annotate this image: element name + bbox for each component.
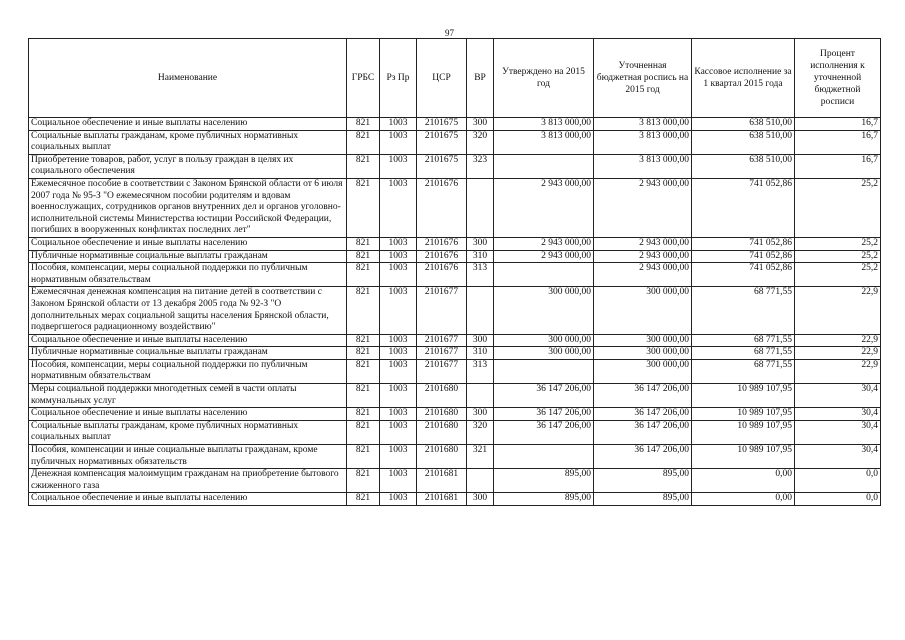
cell-refined: 2 943 000,00 xyxy=(594,263,692,287)
cell-refined: 3 813 000,00 xyxy=(594,130,692,154)
col-header-cash: Кассовое исполнение за 1 квартал 2015 года xyxy=(692,39,795,118)
cell-cash: 638 510,00 xyxy=(692,154,795,178)
table-row xyxy=(29,334,881,347)
cell-rzpr: 1003 xyxy=(380,420,417,444)
cell-csr: 2101677 xyxy=(417,334,467,347)
cell-percent: 25,2 xyxy=(795,237,881,250)
cell-cash: 10 989 107,95 xyxy=(692,408,795,421)
cell-csr: 2101676 xyxy=(417,250,467,263)
cell-cash: 10 989 107,95 xyxy=(692,384,795,408)
cell-name: Денежная компенсация малоимущим гражданам на приобретение бытового сжиженного газа xyxy=(29,469,347,493)
cell-name: Публичные нормативные социальные выплаты гражданам xyxy=(29,347,347,360)
col-header-csr: ЦСР xyxy=(417,39,467,118)
cell-rzpr: 1003 xyxy=(380,154,417,178)
cell-refined: 36 147 206,00 xyxy=(594,384,692,408)
cell-percent: 30,4 xyxy=(795,420,881,444)
cell-name: Пособия, компенсации, меры социальной поддержки по публичным нормативным обязательствам xyxy=(29,359,347,383)
cell-name: Пособия, компенсации и иные социальные выплаты гражданам, кроме публичных нормативных обязательств xyxy=(29,445,347,469)
cell-approved xyxy=(494,359,594,383)
cell-vr: 321 xyxy=(467,445,494,469)
cell-csr: 2101681 xyxy=(417,493,467,506)
cell-grbs: 821 xyxy=(347,408,380,421)
cell-refined: 2 943 000,00 xyxy=(594,178,692,237)
table-row xyxy=(29,263,881,287)
table-row xyxy=(29,359,881,383)
cell-refined: 2 943 000,00 xyxy=(594,237,692,250)
cell-refined: 2 943 000,00 xyxy=(594,250,692,263)
cell-cash: 68 771,55 xyxy=(692,347,795,360)
table-row xyxy=(29,408,881,421)
cell-percent: 16,7 xyxy=(795,154,881,178)
cell-approved: 3 813 000,00 xyxy=(494,118,594,131)
cell-refined: 300 000,00 xyxy=(594,359,692,383)
page-number: 97 xyxy=(445,28,454,38)
cell-approved: 300 000,00 xyxy=(494,287,594,334)
cell-refined: 36 147 206,00 xyxy=(594,420,692,444)
cell-name: Социальные выплаты гражданам, кроме публичных нормативных социальных выплат xyxy=(29,130,347,154)
cell-rzpr: 1003 xyxy=(380,493,417,506)
cell-rzpr: 1003 xyxy=(380,250,417,263)
budget-table xyxy=(28,38,881,506)
cell-percent: 30,4 xyxy=(795,384,881,408)
cell-rzpr: 1003 xyxy=(380,384,417,408)
cell-percent: 25,2 xyxy=(795,178,881,237)
cell-approved xyxy=(494,445,594,469)
cell-rzpr: 1003 xyxy=(380,334,417,347)
cell-grbs: 821 xyxy=(347,469,380,493)
cell-percent: 22,9 xyxy=(795,347,881,360)
cell-vr: 300 xyxy=(467,118,494,131)
cell-approved xyxy=(494,263,594,287)
cell-grbs: 821 xyxy=(347,130,380,154)
cell-percent: 30,4 xyxy=(795,408,881,421)
cell-refined: 36 147 206,00 xyxy=(594,445,692,469)
col-header-grbs: ГРБС xyxy=(347,39,380,118)
cell-cash: 0,00 xyxy=(692,493,795,506)
table-row xyxy=(29,420,881,444)
col-header-rzpr: Рз Пр xyxy=(380,39,417,118)
cell-vr xyxy=(467,384,494,408)
table-header-row xyxy=(29,39,881,118)
cell-vr: 300 xyxy=(467,334,494,347)
cell-grbs: 821 xyxy=(347,178,380,237)
cell-cash: 741 052,86 xyxy=(692,237,795,250)
cell-csr: 2101680 xyxy=(417,445,467,469)
cell-grbs: 821 xyxy=(347,250,380,263)
cell-csr: 2101677 xyxy=(417,359,467,383)
cell-cash: 741 052,86 xyxy=(692,178,795,237)
cell-grbs: 821 xyxy=(347,154,380,178)
table-row xyxy=(29,493,881,506)
cell-refined: 895,00 xyxy=(594,469,692,493)
col-header-vr: ВР xyxy=(467,39,494,118)
cell-approved: 3 813 000,00 xyxy=(494,130,594,154)
cell-refined: 36 147 206,00 xyxy=(594,408,692,421)
cell-grbs: 821 xyxy=(347,493,380,506)
cell-rzpr: 1003 xyxy=(380,408,417,421)
cell-csr: 2101681 xyxy=(417,469,467,493)
table-row xyxy=(29,469,881,493)
cell-cash: 10 989 107,95 xyxy=(692,420,795,444)
col-header-refined: Уточненная бюджетная роспись на 2015 год xyxy=(594,39,692,118)
cell-cash: 10 989 107,95 xyxy=(692,445,795,469)
cell-vr: 300 xyxy=(467,237,494,250)
table-row xyxy=(29,250,881,263)
cell-grbs: 821 xyxy=(347,287,380,334)
cell-rzpr: 1003 xyxy=(380,263,417,287)
cell-percent: 25,2 xyxy=(795,250,881,263)
cell-grbs: 821 xyxy=(347,420,380,444)
cell-percent: 22,9 xyxy=(795,359,881,383)
cell-vr xyxy=(467,287,494,334)
cell-approved: 2 943 000,00 xyxy=(494,237,594,250)
cell-vr: 320 xyxy=(467,130,494,154)
cell-percent: 22,9 xyxy=(795,334,881,347)
cell-approved xyxy=(494,154,594,178)
table-row xyxy=(29,384,881,408)
cell-name: Социальное обеспечение и иные выплаты населению xyxy=(29,408,347,421)
cell-percent: 30,4 xyxy=(795,445,881,469)
cell-percent: 16,7 xyxy=(795,118,881,131)
cell-approved: 2 943 000,00 xyxy=(494,178,594,237)
cell-grbs: 821 xyxy=(347,118,380,131)
cell-name: Пособия, компенсации, меры социальной поддержки по публичным нормативным обязательствам xyxy=(29,263,347,287)
cell-name: Социальное обеспечение и иные выплаты населению xyxy=(29,118,347,131)
cell-rzpr: 1003 xyxy=(380,469,417,493)
cell-csr: 2101677 xyxy=(417,287,467,334)
cell-csr: 2101675 xyxy=(417,154,467,178)
cell-grbs: 821 xyxy=(347,334,380,347)
cell-approved: 36 147 206,00 xyxy=(494,408,594,421)
cell-vr: 300 xyxy=(467,408,494,421)
cell-approved: 300 000,00 xyxy=(494,334,594,347)
table-row xyxy=(29,178,881,237)
cell-csr: 2101676 xyxy=(417,237,467,250)
cell-csr: 2101675 xyxy=(417,130,467,154)
table-row xyxy=(29,237,881,250)
cell-approved: 895,00 xyxy=(494,493,594,506)
table-row xyxy=(29,118,881,131)
cell-name: Социальное обеспечение и иные выплаты населению xyxy=(29,334,347,347)
cell-vr: 300 xyxy=(467,493,494,506)
cell-rzpr: 1003 xyxy=(380,287,417,334)
cell-name: Меры социальной поддержки многодетных семей в части оплаты коммунальных услуг xyxy=(29,384,347,408)
cell-name: Ежемесячное пособие в соответствии с Законом Брянской области от 6 июля 2007 года № 95-З "О ежемесячном пособии родителям и вдовам военнослужащих, сотрудников органов внутренних дел и органов уголовно-исполнительной системы Министерства юстиции Российской Федерации, погибших в вооруженных конфликтах последних лет" xyxy=(29,178,347,237)
cell-cash: 68 771,55 xyxy=(692,287,795,334)
cell-csr: 2101676 xyxy=(417,263,467,287)
cell-percent: 25,2 xyxy=(795,263,881,287)
cell-vr: 323 xyxy=(467,154,494,178)
cell-approved: 895,00 xyxy=(494,469,594,493)
cell-refined: 895,00 xyxy=(594,493,692,506)
table-row xyxy=(29,154,881,178)
cell-percent: 0,0 xyxy=(795,493,881,506)
cell-refined: 300 000,00 xyxy=(594,287,692,334)
cell-percent: 22,9 xyxy=(795,287,881,334)
cell-name: Социальное обеспечение и иные выплаты населению xyxy=(29,237,347,250)
cell-rzpr: 1003 xyxy=(380,347,417,360)
cell-grbs: 821 xyxy=(347,347,380,360)
cell-vr: 310 xyxy=(467,347,494,360)
cell-csr: 2101680 xyxy=(417,420,467,444)
cell-grbs: 821 xyxy=(347,359,380,383)
cell-vr: 310 xyxy=(467,250,494,263)
cell-csr: 2101677 xyxy=(417,347,467,360)
cell-rzpr: 1003 xyxy=(380,118,417,131)
cell-name: Приобретение товаров, работ, услуг в пользу граждан в целях их социального обеспечения xyxy=(29,154,347,178)
cell-vr: 313 xyxy=(467,263,494,287)
cell-approved: 300 000,00 xyxy=(494,347,594,360)
cell-name: Социальное обеспечение и иные выплаты населению xyxy=(29,493,347,506)
cell-name: Ежемесячная денежная компенсация на питание детей в соответствии с Законом Брянской области от 13 декабря 2005 года № 92-З "О дополнительных мерах социальной защиты населения Брянской области, подвергшегося радиационному воздействию" xyxy=(29,287,347,334)
cell-percent: 0,0 xyxy=(795,469,881,493)
cell-vr: 313 xyxy=(467,359,494,383)
table-row xyxy=(29,347,881,360)
col-header-approved: Утверждено на 2015 год xyxy=(494,39,594,118)
cell-grbs: 821 xyxy=(347,445,380,469)
cell-csr: 2101680 xyxy=(417,384,467,408)
cell-cash: 68 771,55 xyxy=(692,359,795,383)
cell-approved: 36 147 206,00 xyxy=(494,384,594,408)
cell-refined: 3 813 000,00 xyxy=(594,154,692,178)
cell-rzpr: 1003 xyxy=(380,445,417,469)
cell-refined: 300 000,00 xyxy=(594,347,692,360)
cell-approved: 36 147 206,00 xyxy=(494,420,594,444)
cell-cash: 638 510,00 xyxy=(692,130,795,154)
cell-cash: 741 052,86 xyxy=(692,250,795,263)
cell-name: Публичные нормативные социальные выплаты гражданам xyxy=(29,250,347,263)
cell-grbs: 821 xyxy=(347,237,380,250)
cell-rzpr: 1003 xyxy=(380,178,417,237)
cell-approved: 2 943 000,00 xyxy=(494,250,594,263)
cell-grbs: 821 xyxy=(347,263,380,287)
cell-rzpr: 1003 xyxy=(380,130,417,154)
cell-vr xyxy=(467,178,494,237)
cell-cash: 68 771,55 xyxy=(692,334,795,347)
col-header-percent: Процент исполнения к уточненной бюджетной росписи xyxy=(795,39,881,118)
cell-grbs: 821 xyxy=(347,384,380,408)
cell-csr: 2101675 xyxy=(417,118,467,131)
cell-refined: 3 813 000,00 xyxy=(594,118,692,131)
cell-cash: 741 052,86 xyxy=(692,263,795,287)
table-row xyxy=(29,130,881,154)
cell-percent: 16,7 xyxy=(795,130,881,154)
col-header-name: Наименование xyxy=(29,39,347,118)
cell-csr: 2101680 xyxy=(417,408,467,421)
table-row xyxy=(29,287,881,334)
table-row xyxy=(29,445,881,469)
cell-cash: 0,00 xyxy=(692,469,795,493)
cell-rzpr: 1003 xyxy=(380,237,417,250)
cell-refined: 300 000,00 xyxy=(594,334,692,347)
cell-rzpr: 1003 xyxy=(380,359,417,383)
cell-vr xyxy=(467,469,494,493)
cell-vr: 320 xyxy=(467,420,494,444)
cell-csr: 2101676 xyxy=(417,178,467,237)
cell-cash: 638 510,00 xyxy=(692,118,795,131)
cell-name: Социальные выплаты гражданам, кроме публичных нормативных социальных выплат xyxy=(29,420,347,444)
